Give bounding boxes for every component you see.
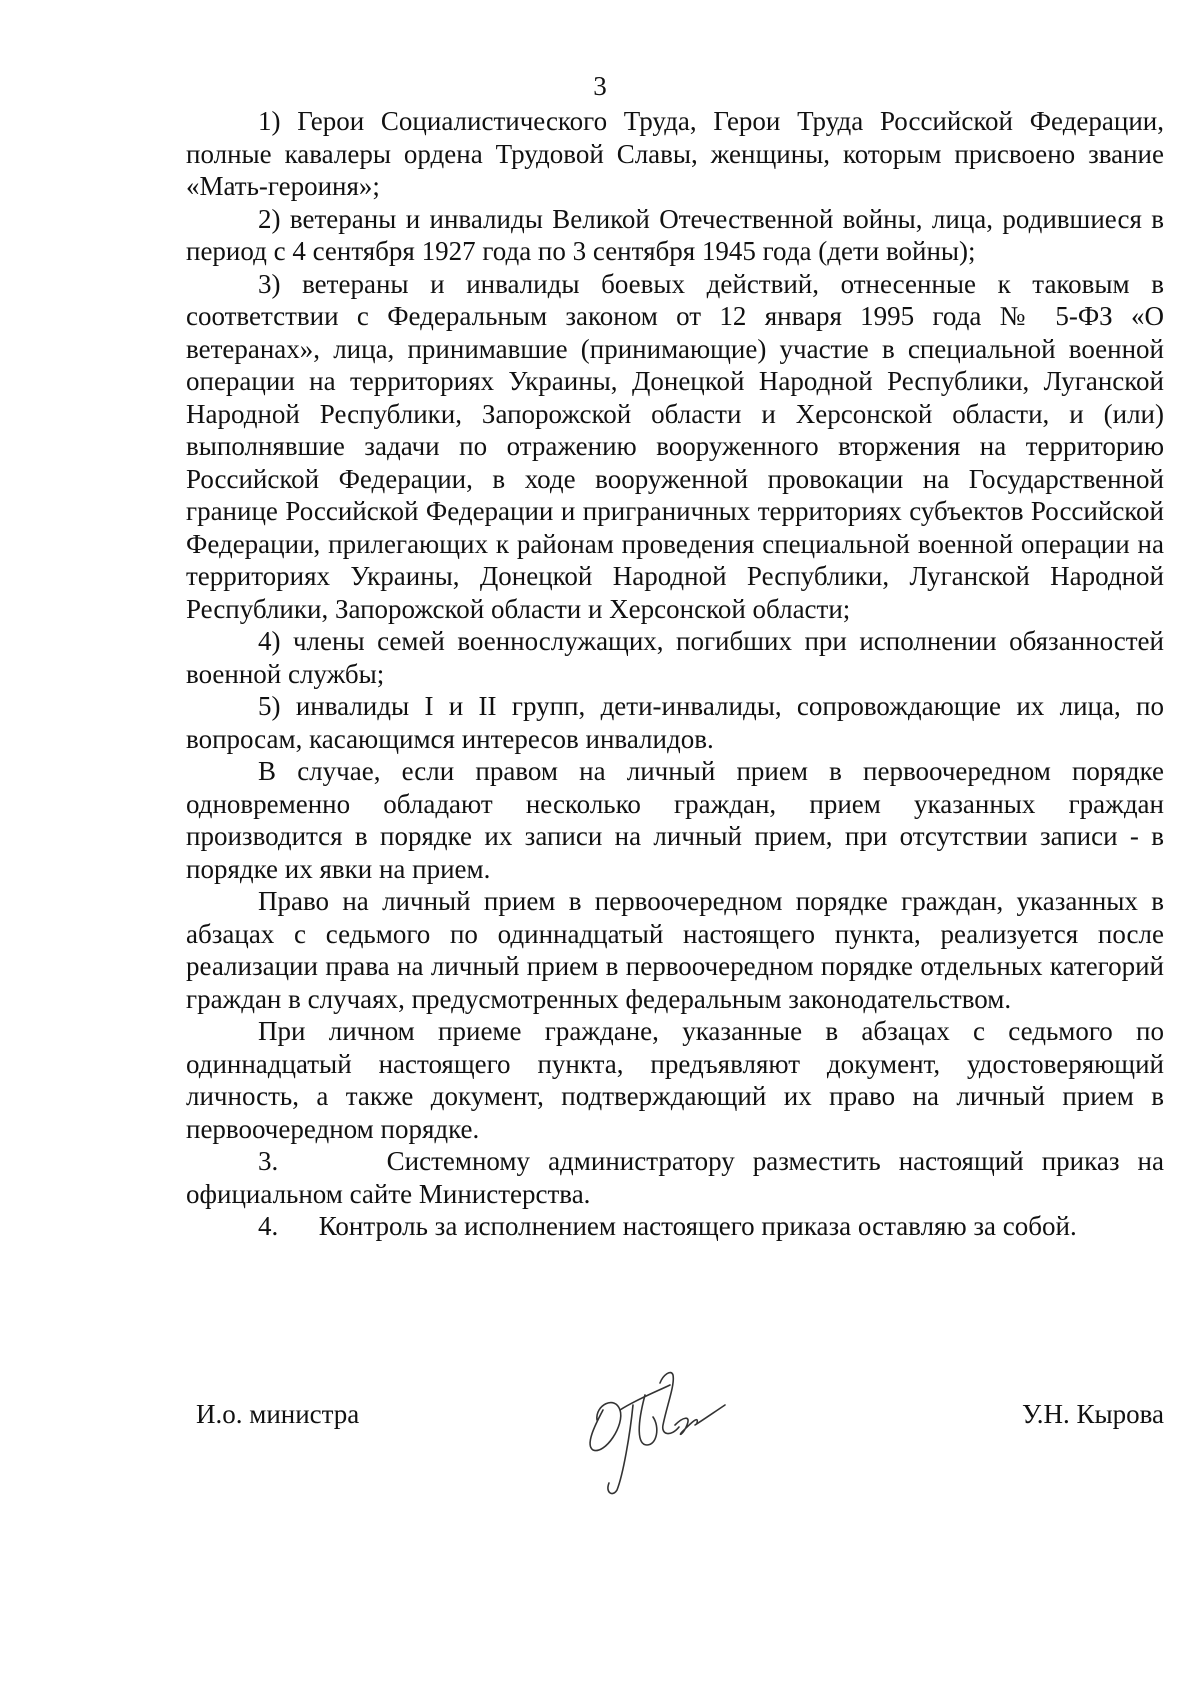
list-item-5: 5) инвалиды I и II групп, дети-инвалиды, сопровождающие их лица, по вопросам, касающимся интересов инвалидов.: [186, 691, 1164, 754]
clause-3: 3. Системному администратору разместить настоящий приказ на официальном сайте Министерства.: [186, 1146, 1164, 1209]
document-body: [186, 105, 1164, 1243]
paragraph-priority-order: Право на личный прием в первоочередном порядке граждан, указанных в абзацах с седьмого по одиннадцатый настоящего пункта, реализуется после реализации права на личный прием в первоочередном порядке отдельных категорий граждан в случаях, предусмотренных федеральным законодательством.: [186, 886, 1164, 1014]
clause-4: 4. Контроль за исполнением настоящего приказа оставляю за собой.: [258, 1211, 1077, 1241]
list-item-1: 1) Герои Социалистического Труда, Герои Труда Российской Федерации, полные кавалеры ордена Трудовой Славы, женщины, которым присвоено звание «Мать-героиня»;: [186, 106, 1164, 201]
paragraph-simultaneous-right: В случае, если правом на личный прием в первоочередном порядке одновременно обладают несколько граждан, прием указанных граждан производится в порядке их записи на личный прием, при отсутствии записи - в порядке их явки на прием.: [186, 756, 1164, 884]
signatory-title: И.о. министра: [196, 1399, 360, 1429]
list-item-3: 3) ветераны и инвалиды боевых действий, отнесенные к таковым в соответствии с Федеральным законом от 12 января 1995 года № 5-ФЗ «О ветеранах», лица, принимавшие (принимающие) участие в специальной военной операции на территориях Украины, Донецкой Народной Республики, Луганской Народной Республики, Запорожской области и Херсонской области, и (или) выполнявшие задачи по отражению вооруженного вторжения на территорию Российской Федерации, в ходе вооруженной провокации на Государственной границе Российской Федерации и приграничных территориях субъектов Российской Федерации, прилегающих к районам проведения специальной военной операции на территориях Украины, Донецкой Народной Республики, Луганской Народной Республики, Запорожской области и Херсонской области;: [186, 268, 1164, 624]
list-item-4: 4) члены семей военнослужащих, погибших при исполнении обязанностей военной службы;: [186, 626, 1164, 689]
handwritten-signature: [575, 1365, 755, 1505]
signatory-name: У.Н. Кырова: [1022, 1399, 1164, 1429]
page-number: 3: [593, 71, 607, 101]
paragraph-documents: При личном приеме граждане, указанные в абзацах с седьмого по одиннадцатый настоящего пункта, предъявляют документ, удостоверяющий личность, а также документ, подтверждающий их право на личный прием в первоочередном порядке.: [186, 1016, 1164, 1144]
list-item-2: 2) ветераны и инвалиды Великой Отечественной войны, лица, родившиеся в период с 4 сентября 1927 года по 3 сентября 1945 года (дети войны);: [186, 203, 1164, 266]
